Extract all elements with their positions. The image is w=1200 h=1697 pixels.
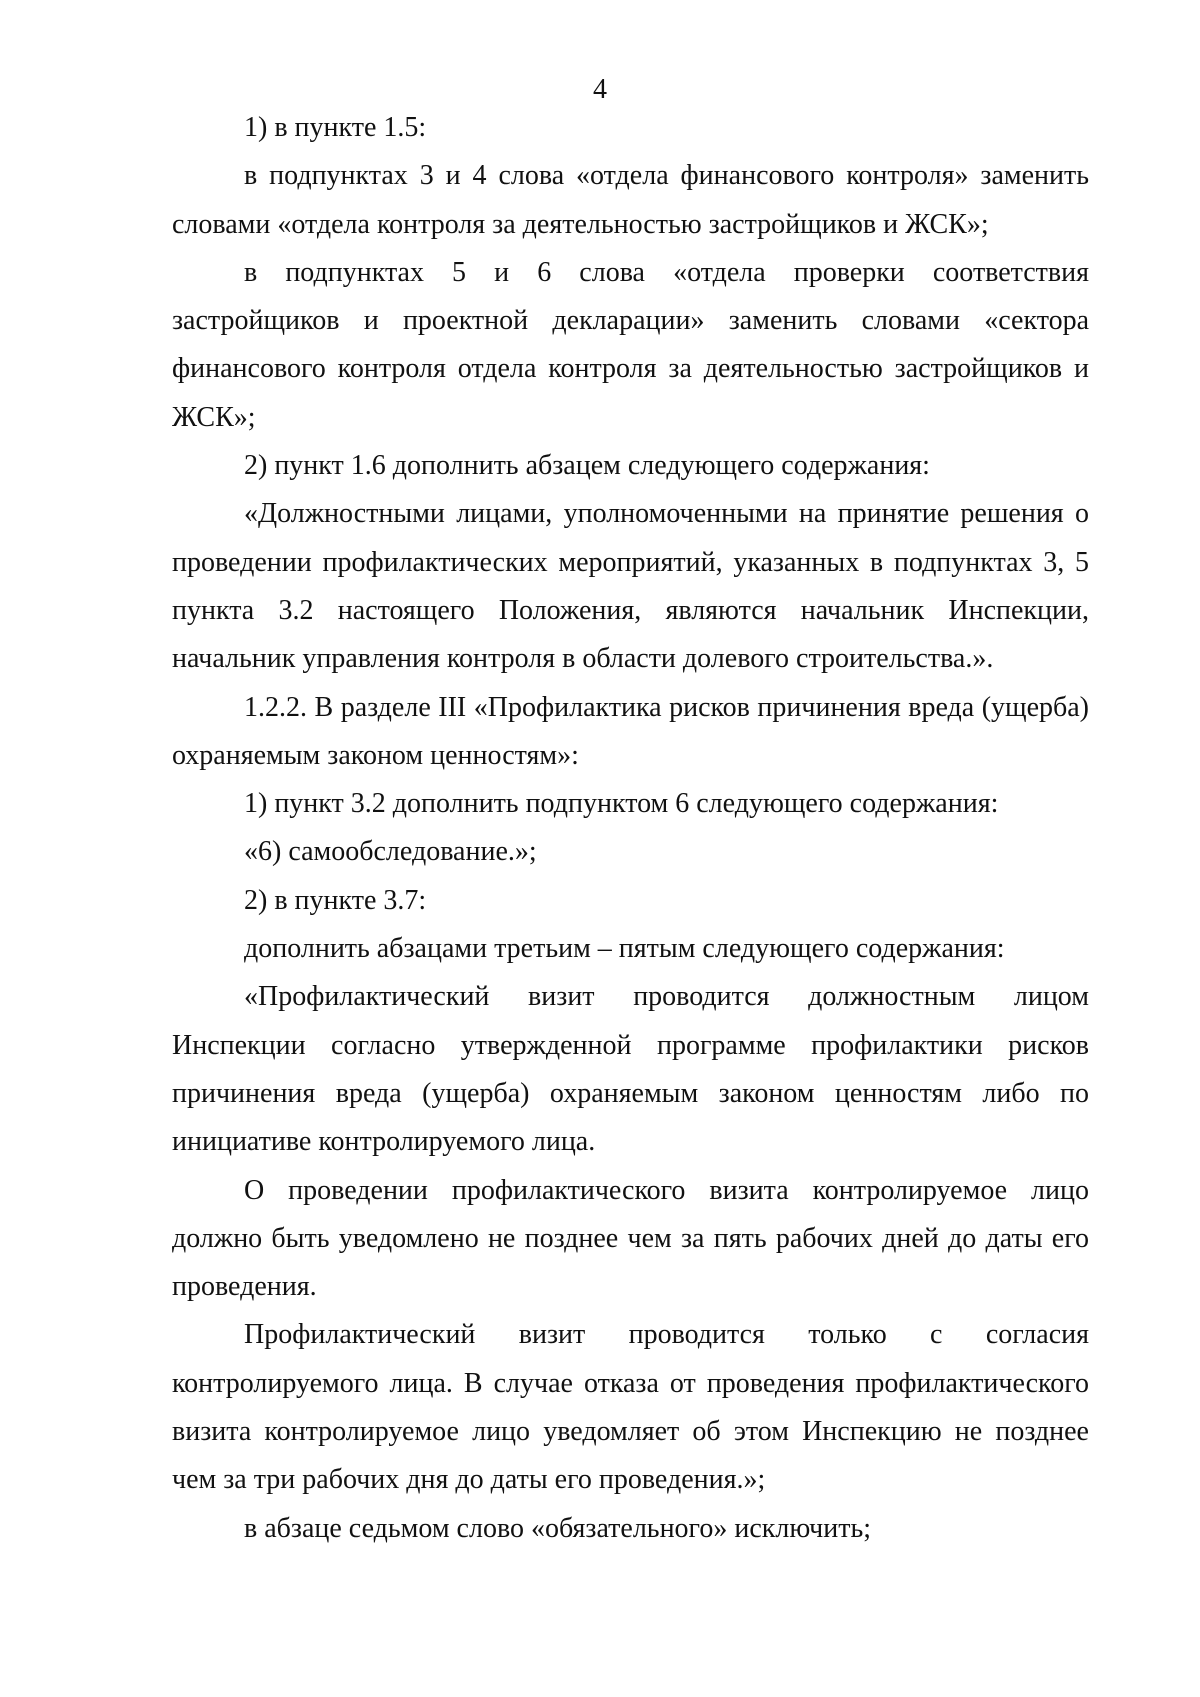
paragraph-item-3-7: 2) в пункте 3.7: [244,884,427,916]
paragraph-seventh-abzac: в абзаце седьмом слово «обязательного» исключить; [244,1512,872,1544]
paragraph-visit-consent: Профилактический визит проводится только с согласия контролируемого лица. В случае отказа от проведения профилактического визита контролируемое лицо уведомляет об этом Инспекцию не позднее чем за три рабочих дня до даты его проведения.»; [172,1319,1089,1496]
paragraph-visit-conducted: «Профилактический визит проводится должностным лицом Инспекции согласно утвержденной программе профилактики рисков причинения вреда (ущерба) охраняемым законом ценностям либо по инициативе контролируемого лица. [172,981,1089,1158]
paragraph-self-examination: «6) самообследование.»; [244,836,537,868]
paragraph-section-3: 1.2.2. В разделе III «Профилактика рисков причинения вреда (ущерба) охраняемым законом ценностям»: [172,691,1089,771]
paragraph-officials-quote: «Должностными лицами, уполномоченными на принятие решения о проведении профилактических мероприятий, указанных в подпунктах 3, 5 пункта 3.2 настоящего Положения, являются начальник Инспекции, начальник управления контроля в области долевого строительства.». [172,498,1089,675]
paragraph-item-3-2: 1) пункт 3.2 дополнить подпунктом 6 следующего содержания: [244,788,999,820]
paragraph-item-1-6: 2) пункт 1.6 дополнить абзацем следующего содержания: [244,450,930,482]
paragraph-subitems-5-6: в подпунктах 5 и 6 слова «отдела проверки соответствия застройщиков и проектной декларации» заменить словами «сектора финансового контроля отдела контроля за деятельностью застройщиков и ЖСК»; [172,256,1089,433]
paragraph-add-abzacy: дополнить абзацами третьим – пятым следующего содержания: [244,933,1005,965]
document-body [172,104,1089,1553]
page-number: 4 [593,74,607,105]
paragraph-visit-notice: О проведении профилактического визита контролируемое лицо должно быть уведомлено не позднее чем за пять рабочих дней до даты его проведения. [172,1174,1089,1303]
paragraph-subitems-3-4: в подпунктах 3 и 4 слова «отдела финансового контроля» заменить словами «отдела контроля за деятельностью застройщиков и ЖСК»; [172,160,1089,240]
paragraph-item-1-5: 1) в пункте 1.5: [244,112,427,143]
